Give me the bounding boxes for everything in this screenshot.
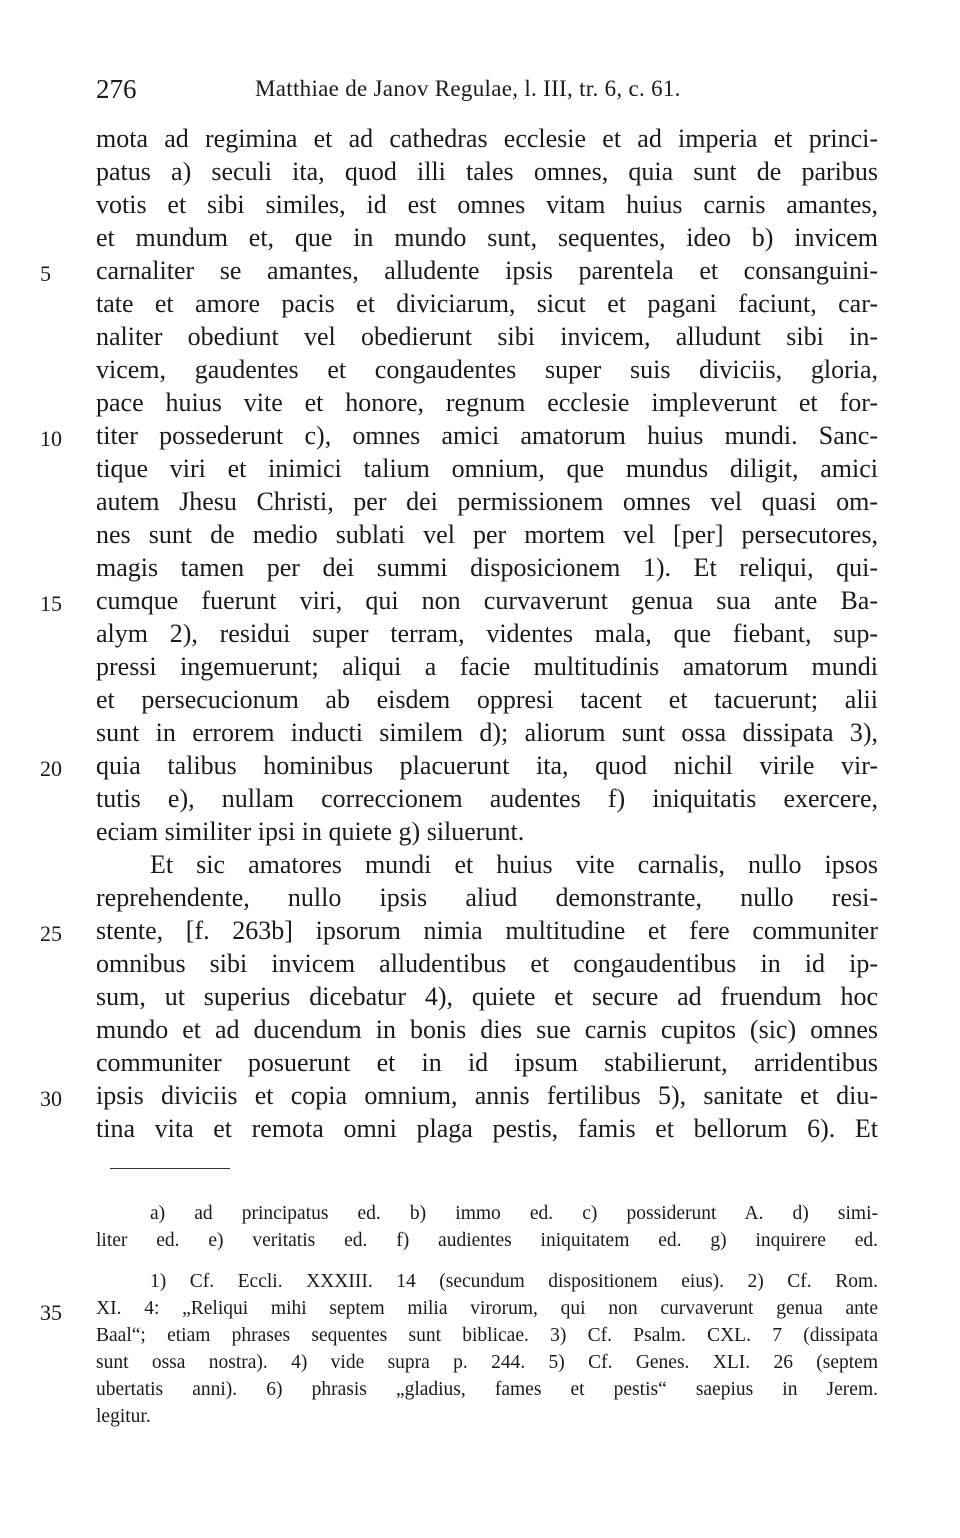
line-number: 15 [40,591,62,616]
text-line: votis et sibi similes, id est omnes vitam huius carnis amantes, [96,190,878,219]
footnote-line: liter ed. e) veritatis ed. f) audientes iniquitatem ed. g) inquirere ed. [96,1230,878,1251]
text-line: tate et amore pacis et diviciarum, sicut et pagani faciunt, car- [96,289,878,318]
footnote-line: a) ad principatus ed. b) immo ed. c) possiderunt A. d) simi- [150,1203,878,1224]
text-line: mota ad regimina et ad cathedras ecclesie et ad imperia et princi- [96,124,878,153]
line-number: 35 [40,1300,62,1325]
line-number: 10 [40,426,62,451]
text-line: et persecucionum ab eisdem oppresi tacent et tacuerunt; alii [96,685,878,714]
running-title: Matthiae de Janov Regulae, l. III, tr. 6, c. 61. [255,76,681,101]
footnote-line: sunt ossa nostra). 4) vide supra p. 244. 5) Cf. Genes. XLI. 26 (septem [96,1352,878,1373]
text-line: communiter posuerunt et in id ipsum stabilierunt, arridentibus [96,1048,878,1077]
text-line: Et sic amatores mundi et huius vite carnalis, nullo ipsos [150,850,878,879]
page-header [0,70,960,110]
text-line: carnaliter se amantes, alludente ipsis parentela et consanguini- [96,256,878,285]
text-line: mundo et ad ducendum in bonis dies sue carnis cupitos (sic) omnes [96,1015,878,1044]
page-number: 276 [96,74,137,104]
footnote-line: Baal“; etiam phrases sequentes sunt biblicae. 3) Cf. Psalm. CXL. 7 (dissipata [96,1325,878,1346]
text-line: tutis e), nullam correccionem audentes f) iniquitatis exercere, [96,784,878,813]
text-line: quia talibus hominibus placuerunt ita, quod nichil virile vir- [96,751,878,780]
line-number: 20 [40,756,62,781]
text-line: ipsis diviciis et copia omnium, annis fertilibus 5), sanitate et diu- [96,1081,878,1110]
line-number: 30 [40,1086,62,1111]
text-line: tique viri et inimici talium omnium, que mundus diligit, amici [96,454,878,483]
text-line: eciam similiter ipsi in quiete g) siluerunt. [96,817,525,846]
text-line: stente, [f. 263b] ipsorum nimia multitudine et fere communiter [96,916,878,945]
footnote-line: 1) Cf. Eccli. XXXIII. 14 (secundum dispositionem eius). 2) Cf. Rom. [150,1271,878,1292]
text-line: patus a) seculi ita, quod illi tales omnes, quia sunt de paribus [96,157,878,186]
text-line: et mundum et, que in mundo sunt, sequentes, ideo b) invicem [96,223,878,252]
text-line: pressi ingemuerunt; aliqui a facie multitudinis amatorum mundi [96,652,878,681]
text-line: vicem, gaudentes et congaudentes super suis diviciis, gloria, [96,355,878,384]
text-line: cumque fuerunt viri, qui non curvaverunt genua sua ante Ba- [96,586,878,615]
footnote-rule [110,1168,230,1169]
text-line: pace huius vite et honore, regnum ecclesie impleverunt et for- [96,388,878,417]
text-line: reprehendente, nullo ipsis aliud demonstrante, nullo resi- [96,883,878,912]
text-line: sum, ut superius dicebatur 4), quiete et secure ad fruendum hoc [96,982,878,1011]
line-number: 5 [40,261,51,286]
text-line: autem Jhesu Christi, per dei permissionem omnes vel quasi om- [96,487,878,516]
text-line: nes sunt de medio sublati vel per mortem vel [per] persecutores, [96,520,878,549]
footnote-line: ubertatis anni). 6) phrasis „gladius, fames et pestis“ saepius in Jerem. [96,1379,878,1400]
text-line: alym 2), residui super terram, videntes mala, que fiebant, sup- [96,619,878,648]
text-line: magis tamen per dei summi disposicionem 1). Et reliqui, qui- [96,553,878,582]
footnote-line: XI. 4: „Reliqui mihi septem milia virorum, qui non curvaverunt genua ante [96,1298,878,1319]
text-line: tina vita et remota omni plaga pestis, famis et bellorum 6). Et [96,1114,878,1143]
footnote-line: legitur. [96,1406,151,1427]
text-line: omnibus sibi invicem alludentibus et congaudentibus in id ip- [96,949,878,978]
line-number: 25 [40,921,62,946]
text-line: titer possederunt c), omnes amici amatorum huius mundi. Sanc- [96,421,878,450]
text-line: naliter obediunt vel obedierunt sibi invicem, alludunt sibi in- [96,322,878,351]
text-line: sunt in errorem inducti similem d); aliorum sunt ossa dissipata 3), [96,718,878,747]
